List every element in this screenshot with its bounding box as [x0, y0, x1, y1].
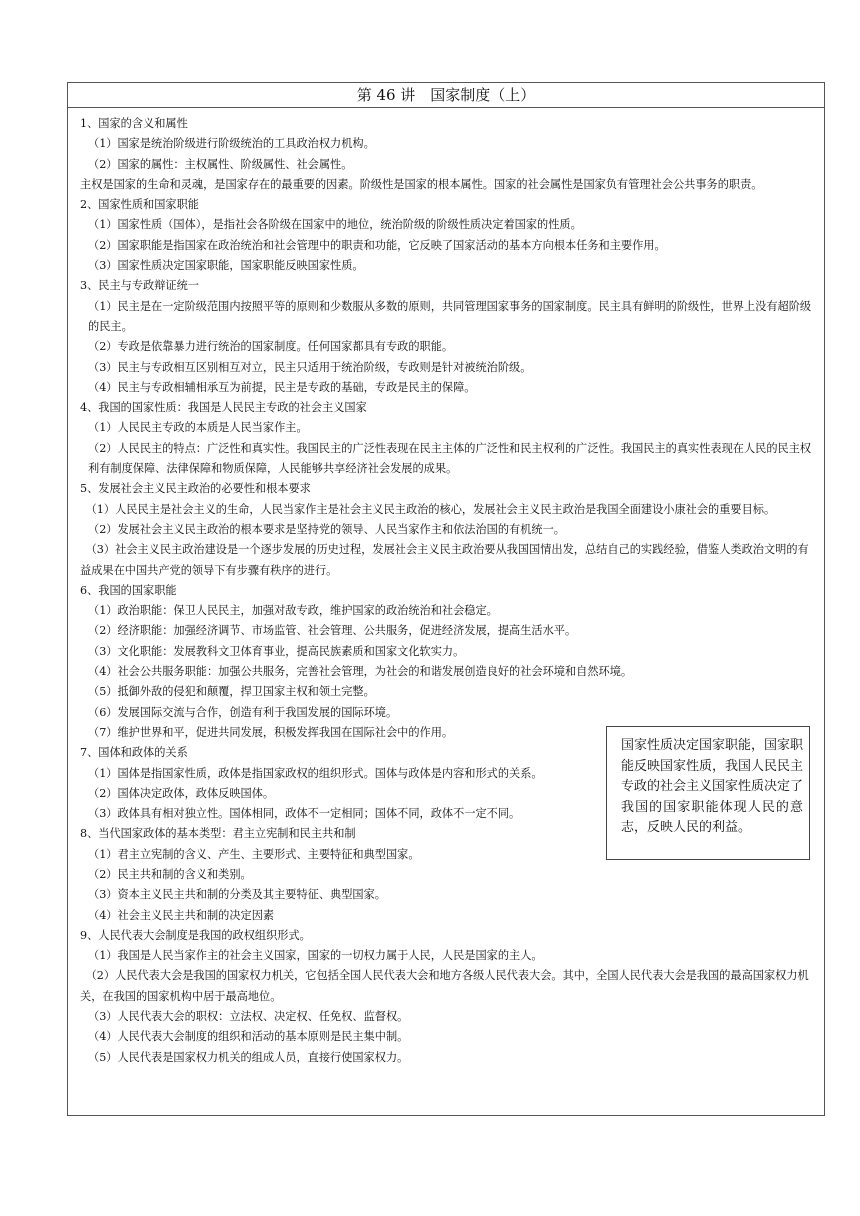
note-line: （1）国家性质（国体），是指社会各阶级在国家中的地位，统治阶级的阶级性质决定着国家的性质。: [88, 218, 582, 232]
outline-table: [67, 82, 825, 1116]
note-line: （3）文化职能：发展教科文卫体育事业，提高民族素质和国家文化软实力。: [88, 644, 465, 658]
section-heading: 3、民主与专政辩证统一: [80, 279, 199, 293]
note-line: （2）民主共和制的含义和类别。: [88, 867, 252, 881]
note-line: （5）抵御外敌的侵犯和颠覆，捍卫国家主权和领土完整。: [88, 685, 375, 699]
note-line: （2）国体决定政体，政体反映国体。: [88, 786, 275, 800]
note-line: （3）国家性质决定国家职能，国家职能反映国家性质。: [88, 259, 364, 273]
note-line: （1）国家是统治阶级进行阶级统治的工具政治权力机构。: [88, 137, 375, 151]
note-line: 主权是国家的生命和灵魂，是国家存在的最重要的因素。阶级性是国家的根本属性。国家的社会属性是国家负有管理社会公共事务的职责。: [80, 177, 763, 191]
note-line: （2）国家职能是指国家在政治统治和社会管理中的职责和功能，它反映了国家活动的基本方向根本任务和主要作用。: [88, 238, 666, 252]
note-line: （2）人民代表大会是我国的国家权力机关，它包括全国人民代表大会和地方各级人民代表大会。其中，全国人民代表大会是我国的最高国家权力机关，在我国的国家机构中居于最高地位。: [80, 969, 809, 1003]
section-heading: 4、我国的国家性质：我国是人民民主专政的社会主义国家: [80, 401, 367, 415]
note-line: （1）民主是在一定阶级范围内按照平等的原则和少数服从多数的原则，共同管理国家事务的国家制度。民主具有鲜明的阶级性，世界上没有超阶级的民主。: [88, 299, 812, 333]
note-line: （4）社会主义民主共和制的决定因素: [88, 908, 275, 922]
lecture-title: 第 46 讲 国家制度（上）: [68, 83, 824, 108]
section-heading: 9、人民代表大会制度是我国的政权组织形式。: [80, 928, 311, 942]
note-line: （4）人民代表大会制度的组织和活动的基本原则是民主集中制。: [88, 1030, 409, 1044]
note-line: （3）民主与专政相互区别相互对立，民主只适用于统治阶级，专政则是针对被统治阶级。: [88, 360, 532, 374]
note-line: （3）社会主义民主政治建设是一个逐步发展的历史过程，发展社会主义民主政治要从我国国情出发，总结自己的实践经验，借鉴人类政治文明的有益成果在中国共产党的领导下有步骤有秩序的进行。: [80, 543, 809, 577]
note-line: （1）人民民主是社会主义的生命，人民当家作主是社会主义民主政治的核心，发展社会主义民主政治是我国全面建设小康社会的重要目标。: [80, 502, 776, 516]
side-note-box: 国家性质决定国家职能，国家职能反映国家性质，我国人民民主专政的社会主义国家性质决定了我国的国家职能体现人民的意志，反映人民的利益。: [606, 726, 810, 860]
section-heading: 7、国体和政体的关系: [80, 746, 188, 760]
section-heading: 5、发展社会主义民主政治的必要性和根本要求: [80, 482, 311, 496]
note-line: （5）人民代表是国家权力机关的组成人员，直接行使国家权力。: [88, 1050, 409, 1064]
note-line: （2）经济职能：加强经济调节、市场监管、社会管理、公共服务，促进经济发展，提高生活水平。: [88, 624, 577, 638]
note-line: （1）人民民主专政的本质是人民当家作主。: [88, 421, 308, 435]
note-line: （7）维护世界和平，促进共同发展，积极发挥我国在国际社会中的作用。: [88, 725, 454, 739]
note-line: （1）我国是人民当家作主的社会主义国家，国家的一切权力属于人民，人民是国家的主人。: [88, 949, 543, 963]
note-line: （2）发展社会主义民主政治的根本要求是坚持党的领导、人民当家作主和依法治国的有机统一。: [88, 522, 565, 536]
section-heading: 6、我国的国家职能: [80, 583, 177, 597]
section-heading: 2、国家性质和国家职能: [80, 198, 199, 212]
note-line: （2）专政是依靠暴力进行统治的国家制度。任何国家都具有专政的职能。: [88, 340, 454, 354]
note-line: （3）政体具有相对独立性。国体相同，政体不一定相同；国体不同，政体不一定不同。: [88, 807, 521, 821]
note-line: （2）国家的属性：主权属性、阶级属性、社会属性。: [88, 157, 353, 171]
section-heading: 8、当代国家政体的基本类型：君主立宪制和民主共和制: [80, 827, 356, 841]
note-line: （3）人民代表大会的职权：立法权、决定权、任免权、监督权。: [88, 1010, 409, 1024]
note-line: （1）君主立宪制的含义、产生、主要形式、主要特征和典型国家。: [88, 847, 420, 861]
note-line: （4）民主与专政相辅相承互为前提，民主是专政的基础，专政是民主的保障。: [88, 380, 476, 394]
note-line: （2）人民民主的特点：广泛性和真实性。我国民主的广泛性表现在民主主体的广泛性和民主权利的广泛性。我国民主的真实性表现在人民的民主权利有制度保障、法律保障和物质保障，人民能够共享经济社会发展的成果。: [88, 441, 812, 476]
note-line: （4）社会公共服务职能：加强公共服务，完善社会管理，为社会的和谐发展创造良好的社会环境和自然环境。: [88, 665, 633, 679]
note-line: （6）发展国际交流与合作，创造有利于我国发展的国际环境。: [88, 705, 398, 719]
lecture-notes: [68, 108, 824, 1068]
note-line: （1）国体是指国家性质，政体是指国家政权的组织形式。国体与政体是内容和形式的关系。: [88, 766, 543, 780]
note-line: （3）资本主义民主共和制的分类及其主要特征、典型国家。: [88, 888, 386, 902]
section-heading: 1、国家的含义和属性: [80, 117, 188, 130]
note-line: （1）政治职能：保卫人民民主，加强对敌专政，维护国家的政治统治和社会稳定。: [88, 604, 498, 618]
